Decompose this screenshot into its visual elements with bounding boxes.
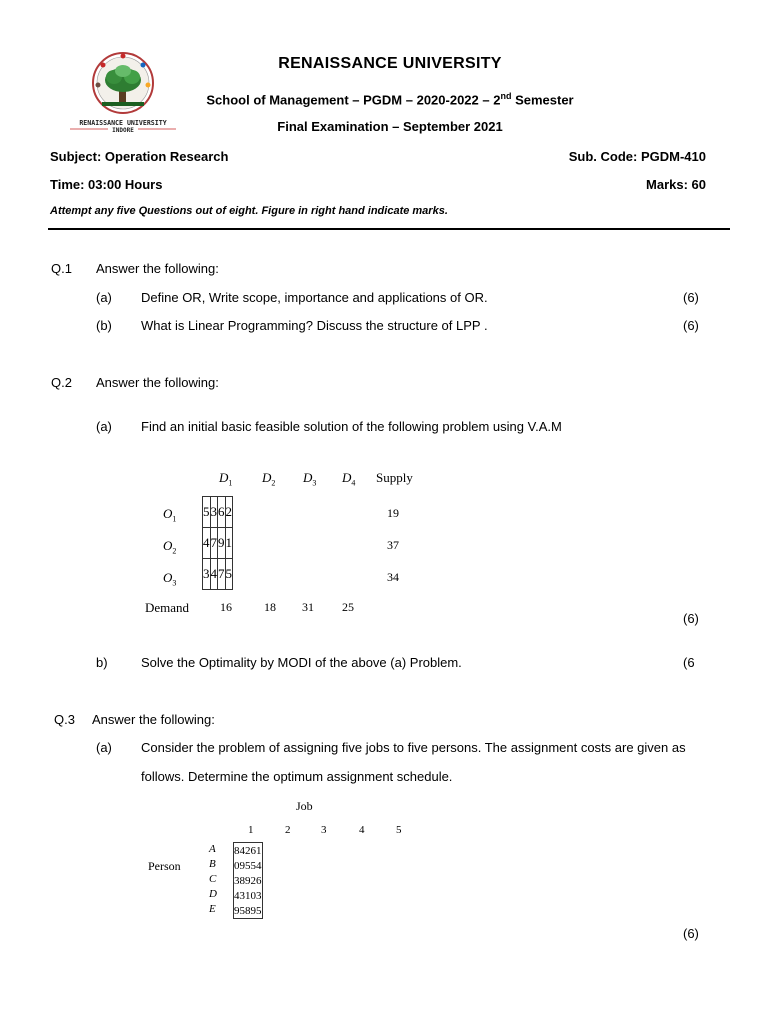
person-row-label: B — [209, 858, 216, 870]
cost-cell: 7 — [210, 528, 218, 559]
cost-cell: 2 — [225, 497, 233, 528]
cost-cell: 9 — [250, 904, 256, 917]
table-row — [203, 559, 233, 590]
cost-cell: 1 — [256, 844, 262, 857]
cost-cell: 4 — [239, 844, 245, 857]
q1a-label: (a) — [96, 290, 112, 305]
cost-cell: 1 — [225, 528, 233, 559]
demand-value: 16 — [220, 600, 232, 614]
q1-number: Q.1 — [51, 261, 72, 276]
supply-value: 37 — [387, 538, 399, 552]
cost-cell: 8 — [239, 874, 245, 887]
subject-code: Sub. Code: PGDM-410 — [568, 149, 706, 164]
q2-title: Answer the following: — [96, 375, 219, 390]
demand-value: 25 — [342, 600, 354, 614]
q2a-label: (a) — [96, 419, 112, 434]
col-header-d3: $D_3$ — [303, 470, 317, 488]
q2a-text: Find an initial basic feasible solution of the following problem using V.A.M — [141, 419, 562, 434]
cost-cell: 9 — [239, 859, 245, 872]
time-label: Time: 03:00 Hours — [50, 177, 163, 192]
job-col-header: 2 — [285, 824, 291, 836]
person-row-label: A — [209, 843, 216, 855]
demand-value: 18 — [264, 600, 276, 614]
cost-cell: 9 — [234, 904, 240, 917]
cost-cell: 1 — [245, 889, 251, 902]
cost-cell: 5 — [256, 904, 262, 917]
header-divider — [48, 228, 730, 230]
table-row — [234, 858, 263, 873]
logo-text-line2: INDORE — [112, 127, 134, 134]
q2a-marks: (6) — [683, 611, 699, 626]
col-header-d1: $D_1$ — [219, 470, 233, 488]
q3a-label: (a) — [96, 740, 112, 755]
exam-line: Final Examination – September 2021 — [277, 119, 503, 134]
col-header-d2: $D_2$ — [262, 470, 276, 488]
q1b-marks: (6) — [683, 318, 699, 333]
university-title: RENAISSANCE UNIVERSITY — [278, 55, 502, 72]
cost-cell: 4 — [210, 559, 218, 590]
cost-cell: 5 — [225, 559, 233, 590]
q3-number: Q.3 — [54, 712, 75, 727]
supply-value: 19 — [387, 506, 399, 520]
job-col-header: 3 — [321, 824, 327, 836]
q3a-text-line2: follows. Determine the optimum assignment schedule. — [141, 769, 453, 784]
q3-title: Answer the following: — [92, 712, 215, 727]
subject-label: Subject: Operation Research — [50, 149, 229, 164]
q1b-label: (b) — [96, 318, 112, 333]
q2b-label: b) — [96, 655, 108, 670]
cost-cell: 3 — [239, 889, 245, 902]
col-header-supply: Supply — [376, 470, 413, 485]
assignment-grid — [233, 842, 263, 919]
person-row-label: C — [209, 873, 217, 885]
q2b-marks: (6 — [683, 655, 695, 670]
cost-cell: 4 — [203, 528, 211, 559]
demand-value: 31 — [302, 600, 314, 614]
cost-cell: 2 — [245, 844, 251, 857]
cost-cell: 3 — [234, 874, 240, 887]
cost-cell: 5 — [203, 497, 211, 528]
person-row-label: E — [209, 903, 216, 915]
school-main: School of Management – PGDM – 2020-2022 – 2 — [206, 92, 501, 108]
demand-label: Demand — [145, 600, 190, 615]
cost-cell: 6 — [218, 497, 226, 528]
cost-cell: 9 — [218, 528, 226, 559]
cost-cell: 3 — [203, 559, 211, 590]
cost-cell: 5 — [250, 859, 256, 872]
cost-cell: 6 — [250, 844, 256, 857]
row-label-o2: $O_2$ — [163, 538, 177, 556]
q2-number: Q.2 — [51, 375, 72, 390]
cost-cell: 0 — [234, 859, 240, 872]
table-row — [234, 843, 263, 859]
person-label: Person — [148, 859, 181, 873]
cost-cell: 4 — [234, 889, 240, 902]
cost-cell: 3 — [210, 497, 218, 528]
row-label-o1: $O_1$ — [163, 506, 177, 524]
instructions: Attempt any five Questions out of eight. Figure in right hand indicate marks. — [50, 205, 448, 217]
job-col-header: 1 — [248, 824, 254, 836]
table-row — [234, 888, 263, 903]
job-col-header: 5 — [396, 824, 402, 836]
table-row — [234, 873, 263, 888]
cost-cell: 7 — [218, 559, 226, 590]
q3a-marks: (6) — [683, 926, 699, 941]
table-row — [203, 528, 233, 559]
cost-cell: 2 — [250, 874, 256, 887]
cost-cell: 5 — [239, 904, 245, 917]
q3a-text-line1: Consider the problem of assigning five jobs to five persons. The assignment costs are given as — [141, 740, 686, 755]
person-row-label: D — [209, 888, 217, 900]
cost-cell: 3 — [256, 889, 262, 902]
cost-cell: 0 — [250, 889, 256, 902]
job-label: Job — [296, 799, 313, 813]
table-row — [234, 903, 263, 919]
q1a-marks: (6) — [683, 290, 699, 305]
q2b-text: Solve the Optimality by MODI of the above (a) Problem. — [141, 655, 462, 670]
school-line — [0, 91, 768, 107]
cost-cell: 6 — [256, 874, 262, 887]
school-tail: Semester — [511, 92, 574, 108]
row-label-o3: $O_3$ — [163, 570, 177, 588]
cost-grid — [202, 496, 233, 590]
cost-cell: 8 — [245, 904, 251, 917]
cost-cell: 8 — [234, 844, 240, 857]
q1-title: Answer the following: — [96, 261, 219, 276]
supply-value: 34 — [387, 570, 399, 584]
school-sup: nd — [500, 91, 512, 101]
cost-cell: 4 — [256, 859, 262, 872]
cost-cell: 9 — [245, 874, 251, 887]
q1b-text: What is Linear Programming? Discuss the structure of LPP . — [141, 318, 488, 333]
job-col-header: 4 — [359, 824, 365, 836]
q1a-text: Define OR, Write scope, importance and applications of OR. — [141, 290, 488, 305]
cost-cell: 5 — [245, 859, 251, 872]
col-header-d4: $D_4$ — [342, 470, 356, 488]
marks-label: Marks: 60 — [646, 177, 706, 192]
logo-text-line1: RENAISSANCE UNIVERSITY — [79, 119, 167, 127]
table-row — [203, 497, 233, 528]
